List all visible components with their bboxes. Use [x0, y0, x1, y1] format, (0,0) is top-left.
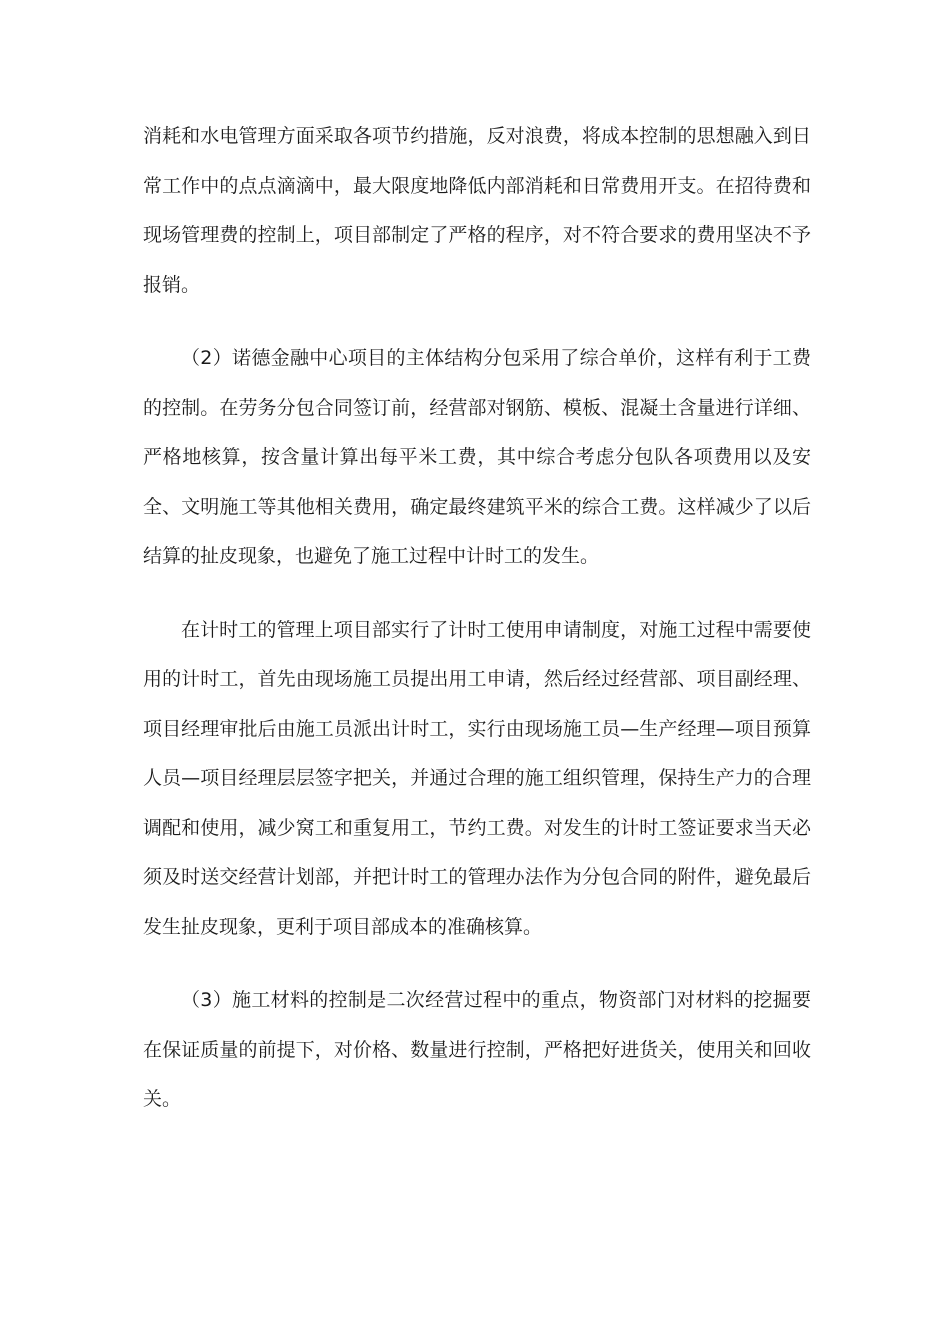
- paragraph-4: （3）施工材料的控制是二次经营过程中的重点，物资部门对材料的挖掘要在保证质量的前提下，对价格、数量进行控制，严格把好进货关，使用关和回收关。: [143, 989, 811, 1110]
- document-body: [143, 112, 811, 1149]
- paragraph-2: （2）诺德金融中心项目的主体结构分包采用了综合单价，这样有利于工费的控制。在劳务分包合同签订前，经营部对钢筋、模板、混凝土含量进行详细、严格地核算，按含量计算出每平米工费，其中综合考虑分包队各项费用以及安全、文明施工等其他相关费用，确定最终建筑平米的综合工费。这样减少了以后结算的扯皮现象，也避免了施工过程中计时工的发生。: [143, 347, 811, 567]
- paragraph-3: 在计时工的管理上项目部实行了计时工使用申请制度，对施工过程中需要使用的计时工，首先由现场施工员提出用工申请，然后经过经营部、项目副经理、项目经理审批后由施工员派出计时工，实行由现场施工员—生产经理—项目预算人员—项目经理层层签字把关，并通过合理的施工组织管理，保持生产力的合理调配和使用，减少窝工和重复用工，节约工费。对发生的计时工签证要求当天必须及时送交经营计划部，并把计时工的管理办法作为分包合同的附件，避免最后发生扯皮现象，更利于项目部成本的准确核算。: [143, 618, 811, 938]
- paragraph-1: 消耗和水电管理方面采取各项节约措施，反对浪费，将成本控制的思想融入到日常工作中的点点滴滴中，最大限度地降低内部消耗和日常费用开支。在招待费和现场管理费的控制上，项目部制定了严格的程序，对不符合要求的费用坚决不予报销。: [143, 125, 811, 296]
